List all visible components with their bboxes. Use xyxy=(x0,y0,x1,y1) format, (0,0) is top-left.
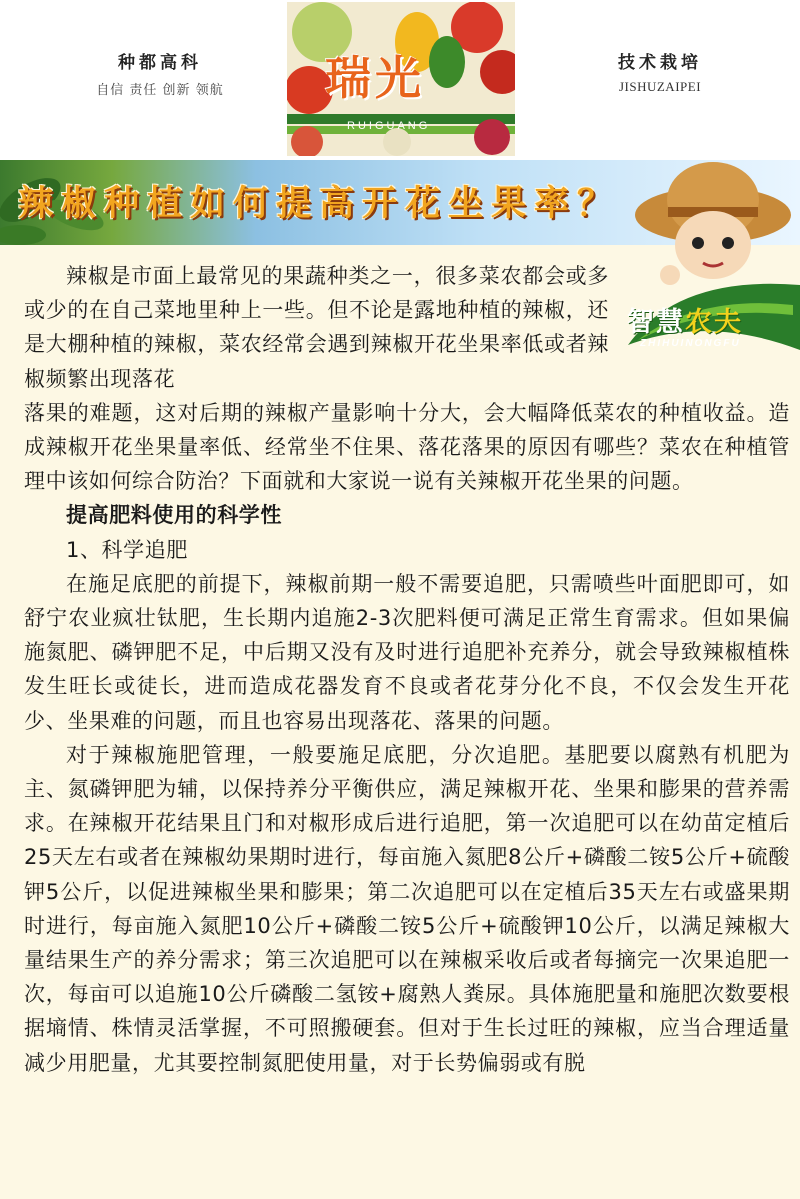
mascot-label-a: 智慧 xyxy=(627,307,685,338)
logo-subtext: RUIGUANG xyxy=(347,120,431,132)
intro-paragraph-continued: 落果的难题，这对后期的辣椒产量影响十分大，会大幅降低菜农的种植收益。造成辣椒开花坐果量率低、经常坐不住果、落花落果的原因有哪些？菜农在种植管理中该如何综合防治？下面就和大家说一说有关辣椒开花坐果的问题。 xyxy=(24,400,790,494)
section-pinyin: JISHUZAIPEI xyxy=(618,79,702,94)
page-header xyxy=(0,0,800,160)
body-paragraph: 对于辣椒施肥管理，一般要施足底肥，分次追肥。基肥要以腐熟有机肥为主、氮磷钾肥为辅，以保持养分平衡供应，满足辣椒开花、坐果和膨果的营养需求。在辣椒开花结果且门和对椒形成后进行追肥，第一次追肥可以在幼苗定植后25天左右或者在辣椒幼果期时进行，每亩施入氮肥8公斤+磷酸二铵5公斤+硫酸钾5公斤，以促进辣椒坐果和膨果；第二次追肥可以在定植后35天左右或盛果期时进行，每亩施入氮肥10公斤+磷酸二铵5公斤+硫酸钾10公斤，以满足辣椒大量结果生产的养分需求；第三次追肥可以在辣椒采收后或者每摘完一次果追肥一次，每亩可以追施10公斤磷酸二氢铵+腐熟人粪尿。具体施肥量和施肥次数要根据墒情、株情灵活掌握，不可照搬硬套。但对于生长过旺的辣椒，应当合理适量减少用肥量，尤其要控制氮肥使用量，对于长势偏弱或有脱 xyxy=(24,742,790,1075)
body-paragraph: 在施足底肥的前提下，辣椒前期一般不需要追肥，只需喷些叶面肥即可，如舒宁农业疯壮钛肥，生长期内追施2-3次肥料便可满足正常生育需求。但如果偏施氮肥、磷钾肥不足，中后期又没有及时进行追肥补充养分，就会导致辣椒植株发生旺长或徒长，进而造成花器发育不良或者花芽分化不良，不仅会发生开花少、坐果难的问题，而且也容易出现落花、落果的问题。 xyxy=(24,571,790,733)
brand-right xyxy=(560,48,760,95)
brand-name: 种都高科 xyxy=(118,53,202,73)
subsection-heading: 1、科学追肥 xyxy=(66,537,188,562)
logo-text: 瑞光 xyxy=(325,51,425,105)
intro-paragraph: 辣椒是市面上最常见的果蔬种类之一，很多菜农都会或多或少的在自己菜地里种上一些。但不论是露地种植的辣椒，还是大棚种植的辣椒，菜农经常会遇到辣椒开花坐果率低或者辣椒频繁出现落花 xyxy=(24,264,609,391)
brand-left xyxy=(60,48,260,98)
mascot-label-b: 农夫 xyxy=(685,307,743,338)
brand-slogan: 自信 责任 创新 领航 xyxy=(96,83,224,98)
page-title: 辣椒种植如何提高开花坐果率？ xyxy=(18,184,621,224)
section-name: 技术栽培 xyxy=(618,53,702,73)
logo-banner xyxy=(287,2,515,156)
section-heading: 提高肥料使用的科学性 xyxy=(66,503,282,528)
mascot-pinyin: ZHIHUINONGFU xyxy=(640,338,741,349)
article-body xyxy=(24,259,790,1080)
